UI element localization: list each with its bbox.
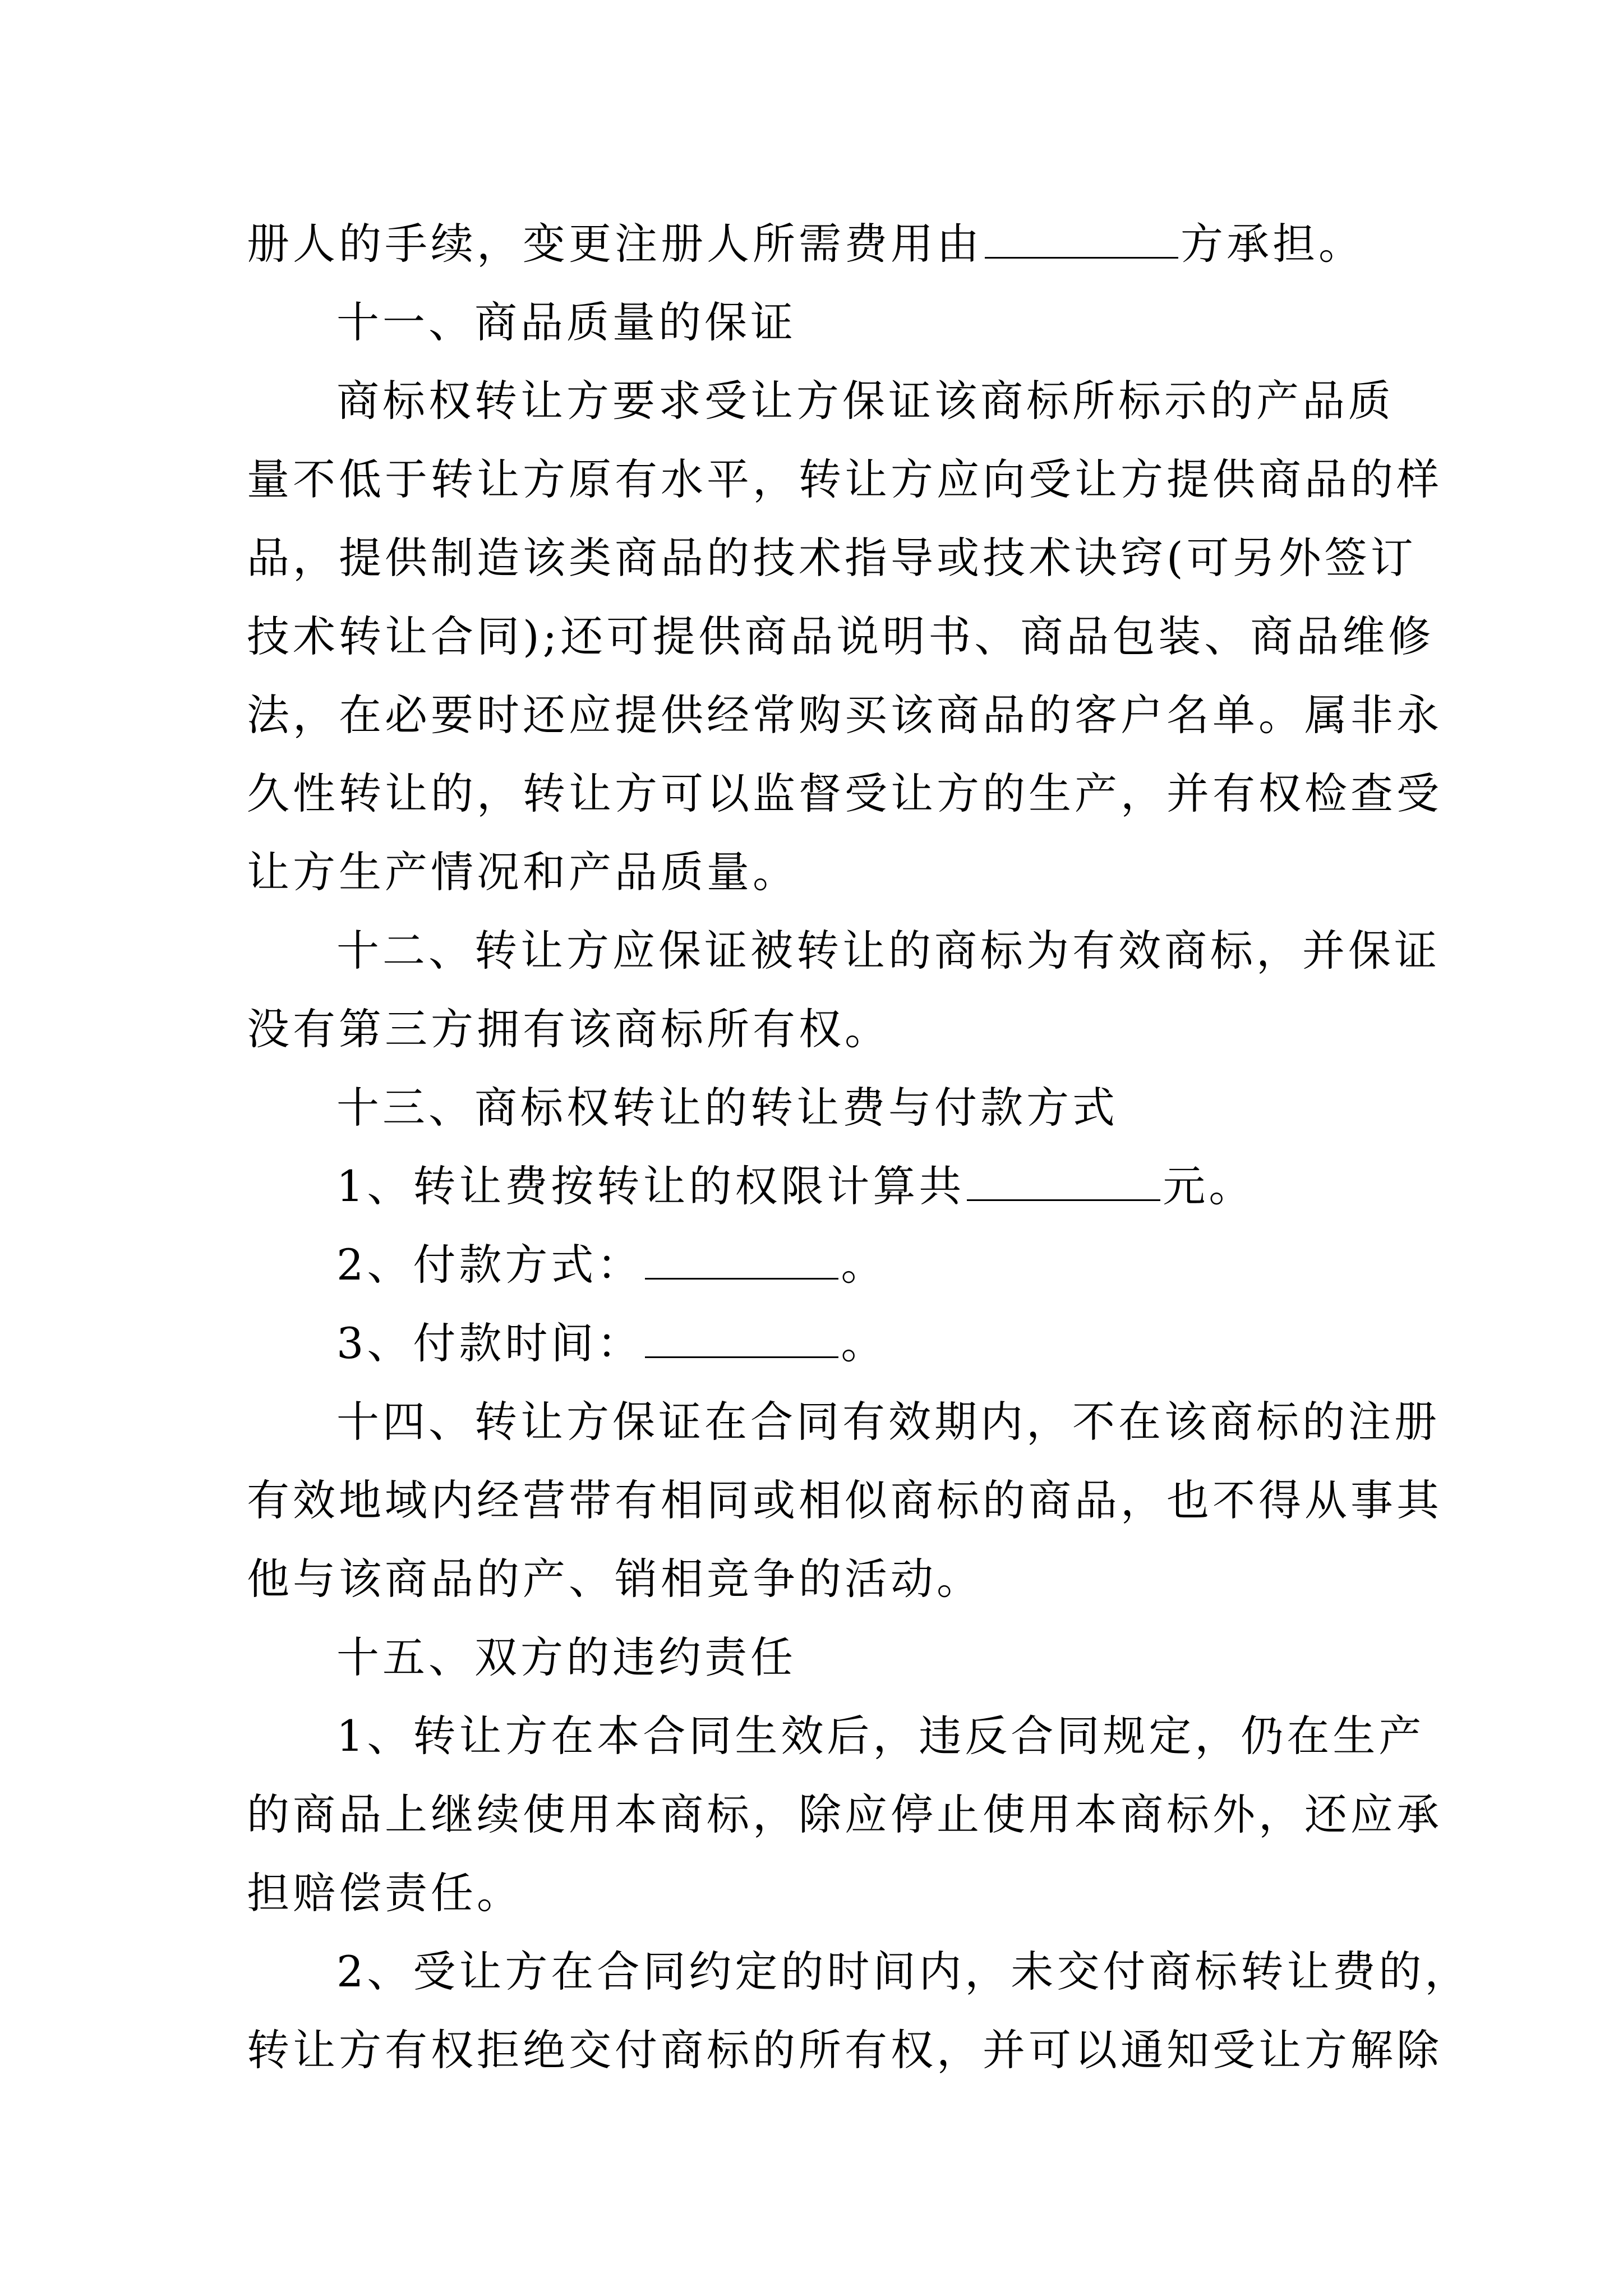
paragraph-line: 2、受让方在合同约定的时间内，未交付商标转让费的， [336,1947,1471,1996]
paragraph-line: 让方生产情况和产品质量。 [247,847,799,897]
text-line [336,1158,1486,1214]
paragraph-line: 商标权转让方要求受让方保证该商标所标示的产品质 [336,376,1394,426]
fill-in-blank [645,1317,838,1358]
text-segment: 3、付款时间： [336,1318,643,1368]
paragraph-line: 他与该商品的产、销相竞争的活动。 [247,1554,983,1604]
paragraph-line: 的商品上继续使用本商标，除应停止使用本商标外，还应承 [247,1789,1442,1839]
paragraph-line: 1、转让方在本合同生效后，违反合同规定，仍在生产 [336,1711,1425,1761]
paragraph-line: 有效地域内经营带有相同或相似商标的商品，也不得从事其 [247,1475,1442,1525]
fill-in-blank [985,218,1178,259]
paragraph-line: 久性转让的，转让方可以监督受让方的生产，并有权检查受 [247,769,1442,818]
paragraph-line: 转让方有权拒绝交付商标的所有权，并可以通知受让方解除 [247,2025,1442,2075]
text-line [336,1315,1486,1372]
text-segment: 2、付款方式： [336,1240,643,1290]
paragraph-line: 担赔偿责任。 [247,1868,523,1918]
text-segment: 元。 [1163,1161,1255,1211]
section-heading: 十五、双方的违约责任 [336,1632,796,1682]
paragraph-line: 量不低于转让方原有水平，转让方应向受让方提供商品的样 [247,454,1442,504]
fill-in-blank [967,1160,1160,1201]
text-segment: 册人的手续，变更注册人所需费用由 [247,219,983,269]
text-line [247,216,1396,272]
paragraph-line: 法，在必要时还应提供经常购买该商品的客户名单。属非永 [247,690,1442,740]
text-segment: 。 [841,1318,887,1368]
section-heading: 十一、商品质量的保证 [336,297,796,347]
paragraph-line: 技术转让合同);还可提供商品说明书、商品包装、商品维修 [247,611,1435,661]
text-segment: 方承担。 [1181,219,1364,269]
paragraph-line: 没有第三方拥有该商标所有权。 [247,1004,891,1054]
text-segment: 。 [841,1240,887,1290]
fill-in-blank [645,1239,838,1280]
section-heading: 十三、商标权转让的转让费与付款方式 [336,1083,1118,1133]
text-segment: 1、转让费按转让的权限计算共 [336,1161,965,1211]
paragraph-line: 十四、转让方保证在合同有效期内，不在该商标的注册 [336,1397,1440,1447]
paragraph-line: 十二、转让方应保证被转让的商标为有效商标，并保证 [336,926,1440,976]
paragraph-line: 品，提供制造该类商品的技术指导或技术诀窍(可另外签订 [247,533,1417,583]
text-line [336,1237,1486,1293]
